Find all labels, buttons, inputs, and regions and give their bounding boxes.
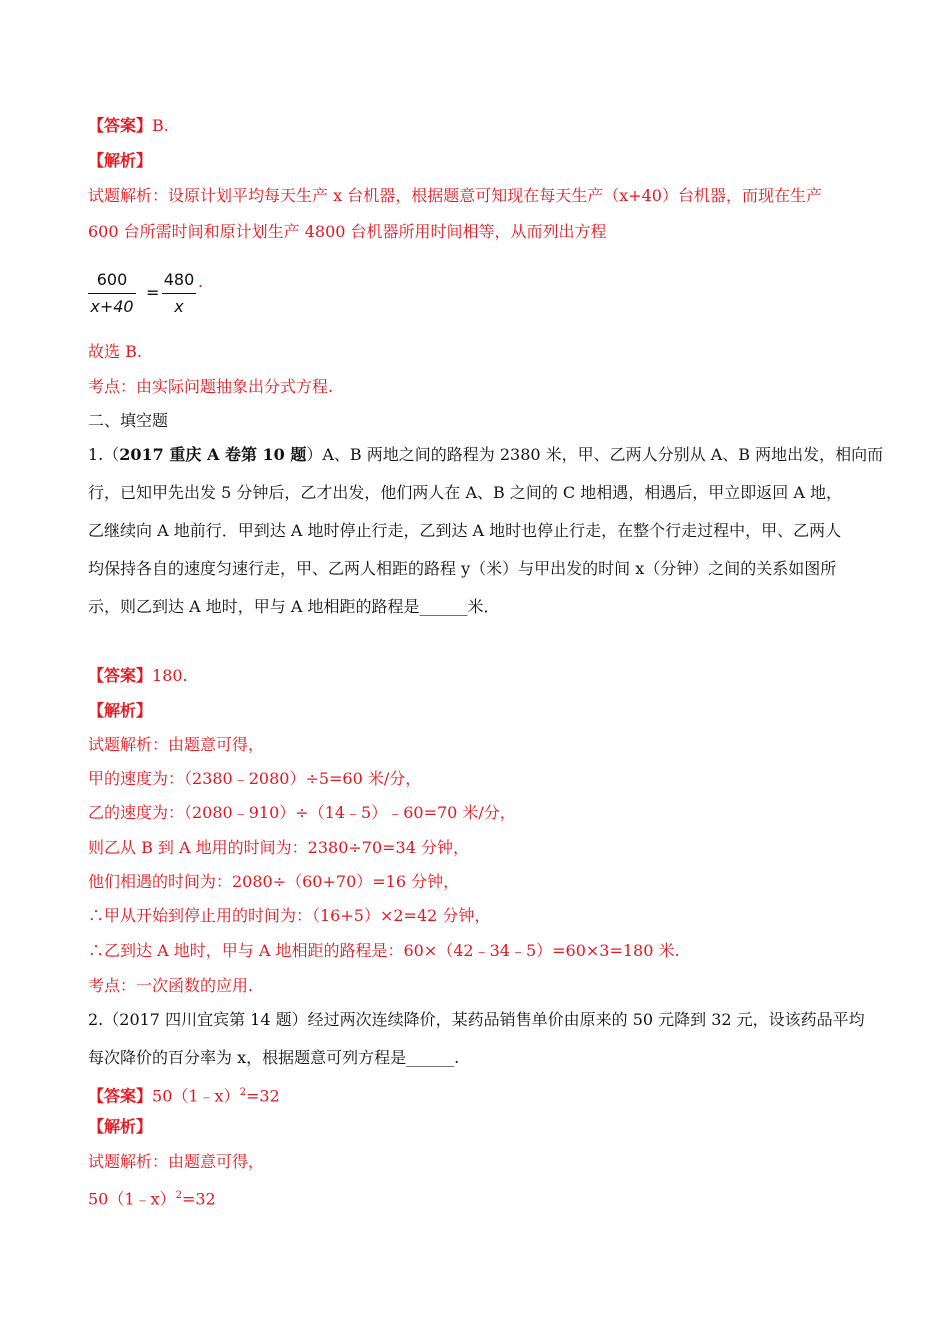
question-1-line: 示，则乙到达 A 地时，甲与 A 地相距的路程是______米． [88, 597, 500, 616]
solution-step: ∴乙到达 A 地时，甲与 A 地相距的路程是：60×（42﹣34﹣5）=60×3=180 米. [88, 941, 680, 960]
solution-step: ∴甲从开始到停止用的时间为：（16+5）×2=42 分钟， [88, 906, 491, 925]
analysis-text-line: 试题解析：设原计划平均每天生产 x 台机器，根据题意可知现在每天生产（x+40）台机器，而现在生产 [88, 186, 822, 205]
solution-step: 乙的速度为：（2080﹣910）÷（14﹣5）﹣60=70 米/分， [88, 803, 516, 822]
equals-sign: = [146, 283, 160, 302]
equation-right-numerator: 480 [163, 270, 195, 289]
question-1-text: ）A、B 两地之间的路程为 2380 米，甲、乙两人分别从 A、B 两地出发，相向而 [306, 445, 884, 464]
question-1-line [88, 445, 883, 465]
solution-step [88, 1186, 216, 1209]
answer-line [88, 666, 188, 686]
answer-value: 50（1﹣x） [152, 1086, 240, 1106]
solution-step: 则乙从 B 到 A 地用的时间为：2380÷70=34 分钟， [88, 838, 469, 857]
kaodian-line: 考点：由实际问题抽象出分式方程. [88, 377, 334, 396]
choose-line: 故选 B. [88, 342, 142, 361]
answer-exponent: 2 [239, 1087, 246, 1098]
kaodian-line: 考点：一次函数的应用. [88, 976, 254, 995]
section-title: 二、填空题 [88, 411, 169, 430]
solution-step: 试题解析：由题意可得， [88, 1152, 265, 1171]
question-2-line: 每次降价的百分率为 x，根据题意可列方程是______. [88, 1048, 460, 1067]
solution-exponent: 2 [175, 1190, 182, 1201]
fraction-bar [88, 293, 136, 294]
solution-step: 甲的速度为：（2380﹣2080）÷5=60 米/分， [88, 769, 422, 788]
solution-step: 试题解析：由题意可得， [88, 735, 265, 754]
answer-label: 【答案】 [88, 666, 153, 685]
answer-line [88, 1083, 280, 1106]
analysis-label: 【解析】 [88, 1117, 153, 1136]
equation-right-denominator: x [174, 297, 184, 316]
question-1-line: 乙继续向 A 地前行．甲到达 A 地时停止行走，乙到达 A 地时也停止行走，在整个行走过程中，甲、乙两人 [88, 521, 842, 540]
solution-expression: 50（1﹣x） [88, 1189, 176, 1209]
question-1-line: 行，已知甲先出发 5 分钟后，乙才出发，他们两人在 A、B 之间的 C 地相遇，相遇后，甲立即返回 A 地， [88, 483, 842, 502]
answer-line [88, 116, 169, 136]
equation-left-denominator: x+40 [90, 297, 134, 316]
equation-left-numerator: 600 [96, 270, 128, 289]
analysis-label: 【解析】 [88, 701, 153, 720]
answer-value: 180. [152, 666, 188, 685]
answer-label: 【答案】 [88, 1086, 153, 1106]
fraction-bar [162, 293, 196, 294]
analysis-text-line: 600 台所需时间和原计划生产 4800 台机器所用时间相等，从而列出方程 [88, 222, 607, 241]
answer-value-end: =32 [245, 1086, 280, 1106]
solution-expression-end: =32 [181, 1189, 216, 1209]
question-1-source: 2017 重庆 A 卷第 10 题 [119, 445, 307, 464]
answer-label: 【答案】 [88, 116, 153, 135]
equation [88, 266, 218, 320]
answer-value: B. [152, 116, 169, 135]
question-2-line: 2.（2017 四川宜宾第 14 题）经过两次连续降价，某药品销售单价由原来的 50 元降到 32 元，设该药品平均 [88, 1010, 865, 1029]
analysis-label: 【解析】 [88, 151, 153, 170]
question-1-prefix: 1.（ [88, 445, 120, 464]
solution-step: 他们相遇的时间为：2080÷（60+70）=16 分钟， [88, 872, 460, 891]
question-1-line: 均保持各自的速度匀速行走，甲、乙两人相距的路程 y（米）与甲出发的时间 x（分钟）之间的关系如图所 [88, 559, 837, 578]
equation-end-dot: . [198, 272, 204, 291]
